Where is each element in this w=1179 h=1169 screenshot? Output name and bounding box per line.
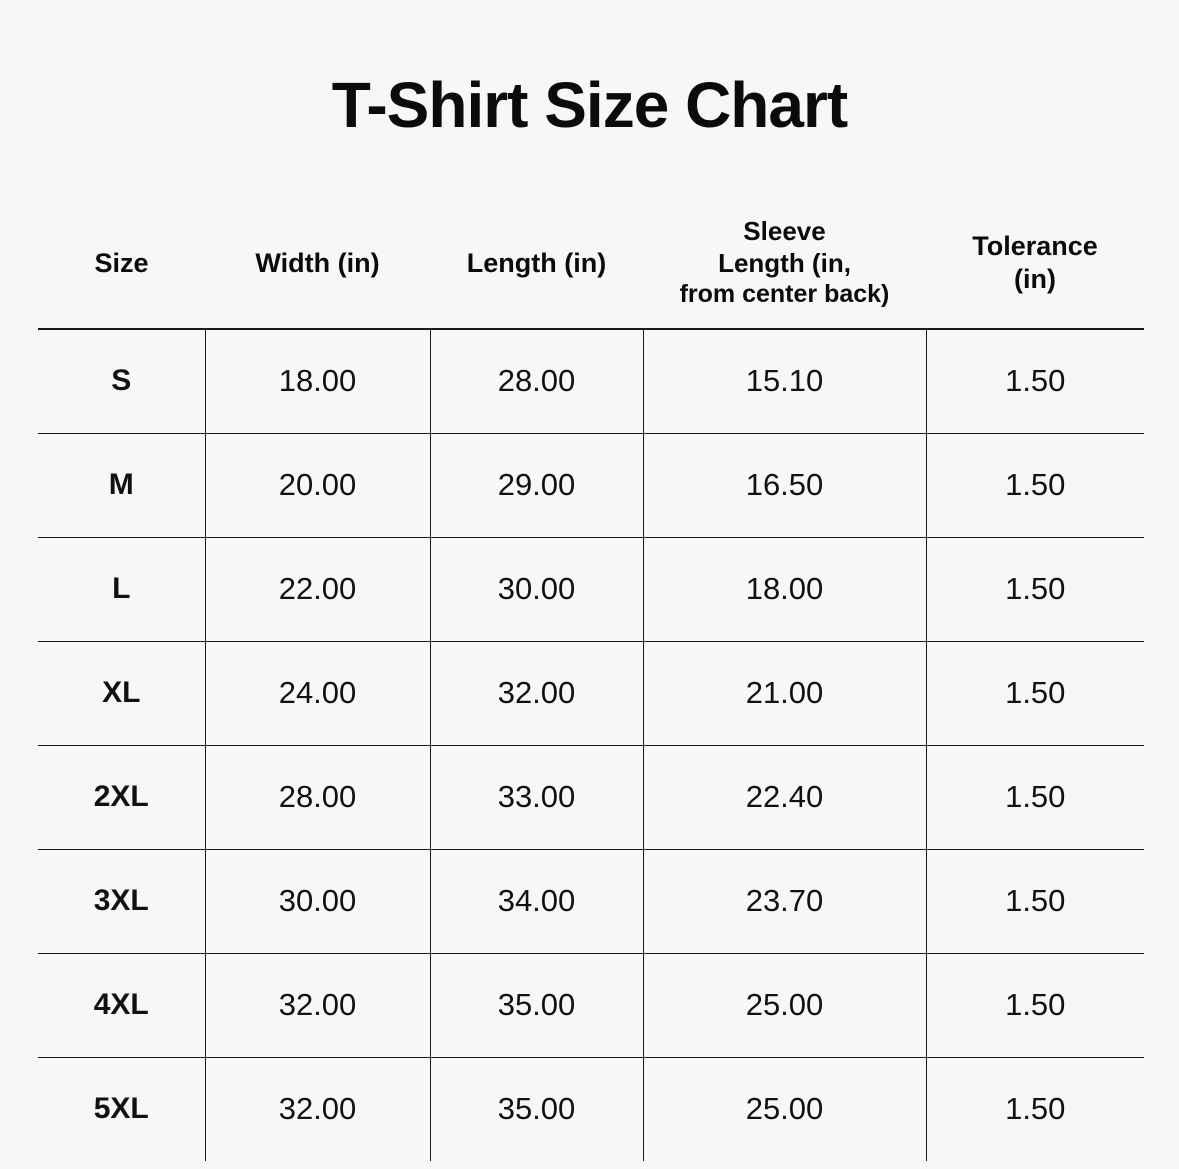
cell-length: 28.00 <box>430 329 643 434</box>
column-header-size: Size <box>94 247 149 278</box>
column-header-length: Length (in) <box>466 247 607 278</box>
sleeve-header-line-1: Sleeve <box>743 216 826 246</box>
cell-tolerance: 1.50 <box>926 537 1144 641</box>
cell-tolerance: 1.50 <box>926 745 1144 849</box>
cell-size: XL <box>38 641 205 745</box>
cell-sleeve-length: 16.50 <box>643 433 926 537</box>
cell-sleeve-length: 22.40 <box>643 745 926 849</box>
table-header <box>38 210 1144 329</box>
size-chart-table <box>38 210 1144 1161</box>
cell-tolerance: 1.50 <box>926 433 1144 537</box>
cell-size: 2XL <box>38 745 205 849</box>
cell-tolerance: 1.50 <box>1005 1091 1066 1127</box>
cell-size: S <box>38 329 205 434</box>
cell-length: 33.00 <box>430 745 643 849</box>
cell-width: 18.00 <box>205 329 430 434</box>
cell-tolerance: 1.50 <box>926 953 1144 1057</box>
cell-sleeve-length: 18.00 <box>643 537 926 641</box>
size-chart-table-container <box>38 210 1144 1161</box>
column-header-tolerance <box>926 210 1144 329</box>
cell-size: M <box>38 433 205 537</box>
table-row <box>38 953 1144 1057</box>
cell-width: 22.00 <box>205 537 430 641</box>
cell-length: 29.00 <box>430 433 643 537</box>
cell-sleeve-length: 15.10 <box>643 329 926 434</box>
cell-tolerance: 1.50 <box>926 849 1144 953</box>
cell-sleeve-length: 23.70 <box>643 849 926 953</box>
table-row <box>38 849 1144 953</box>
cell-width: 20.00 <box>205 433 430 537</box>
sleeve-header-line-2: Length (in, <box>718 247 851 278</box>
cell-sleeve-length: 25.00 <box>643 953 926 1057</box>
table-row <box>38 537 1144 641</box>
page-title: T-Shirt Size Chart <box>331 69 848 141</box>
cell-tolerance: 1.50 <box>926 641 1144 745</box>
cell-size: L <box>38 537 205 641</box>
sleeve-header-line-3: from center back) <box>679 280 890 309</box>
table-row <box>38 1057 1144 1161</box>
cell-width: 28.00 <box>205 745 430 849</box>
cell-length: 32.00 <box>430 641 643 745</box>
table-row <box>38 745 1144 849</box>
cell-sleeve-length: 25.00 <box>643 1057 926 1161</box>
table-row <box>38 329 1144 434</box>
cell-width: 24.00 <box>205 641 430 745</box>
cell-size: 3XL <box>38 849 205 953</box>
cell-length: 34.00 <box>430 849 643 953</box>
cell-size: 4XL <box>38 953 205 1057</box>
cell-length: 35.00 <box>430 1057 643 1161</box>
cell-size: 5XL <box>38 1057 205 1161</box>
tolerance-header-line-2: (in) <box>1014 263 1056 294</box>
column-header-sleeve-length <box>643 210 926 329</box>
tolerance-header-line-1: Tolerance <box>972 231 1098 262</box>
table-row <box>38 433 1144 537</box>
table-body <box>38 329 1144 1161</box>
cell-width: 30.00 <box>205 849 430 953</box>
cell-width: 32.00 <box>205 953 430 1057</box>
column-header-width: Width (in) <box>255 247 380 278</box>
cell-tolerance: 1.50 <box>926 329 1144 434</box>
table-row <box>38 641 1144 745</box>
cell-length: 30.00 <box>430 537 643 641</box>
cell-sleeve-length: 21.00 <box>643 641 926 745</box>
header-row <box>38 210 1144 329</box>
cell-length: 35.00 <box>430 953 643 1057</box>
cell-width: 32.00 <box>205 1057 430 1161</box>
